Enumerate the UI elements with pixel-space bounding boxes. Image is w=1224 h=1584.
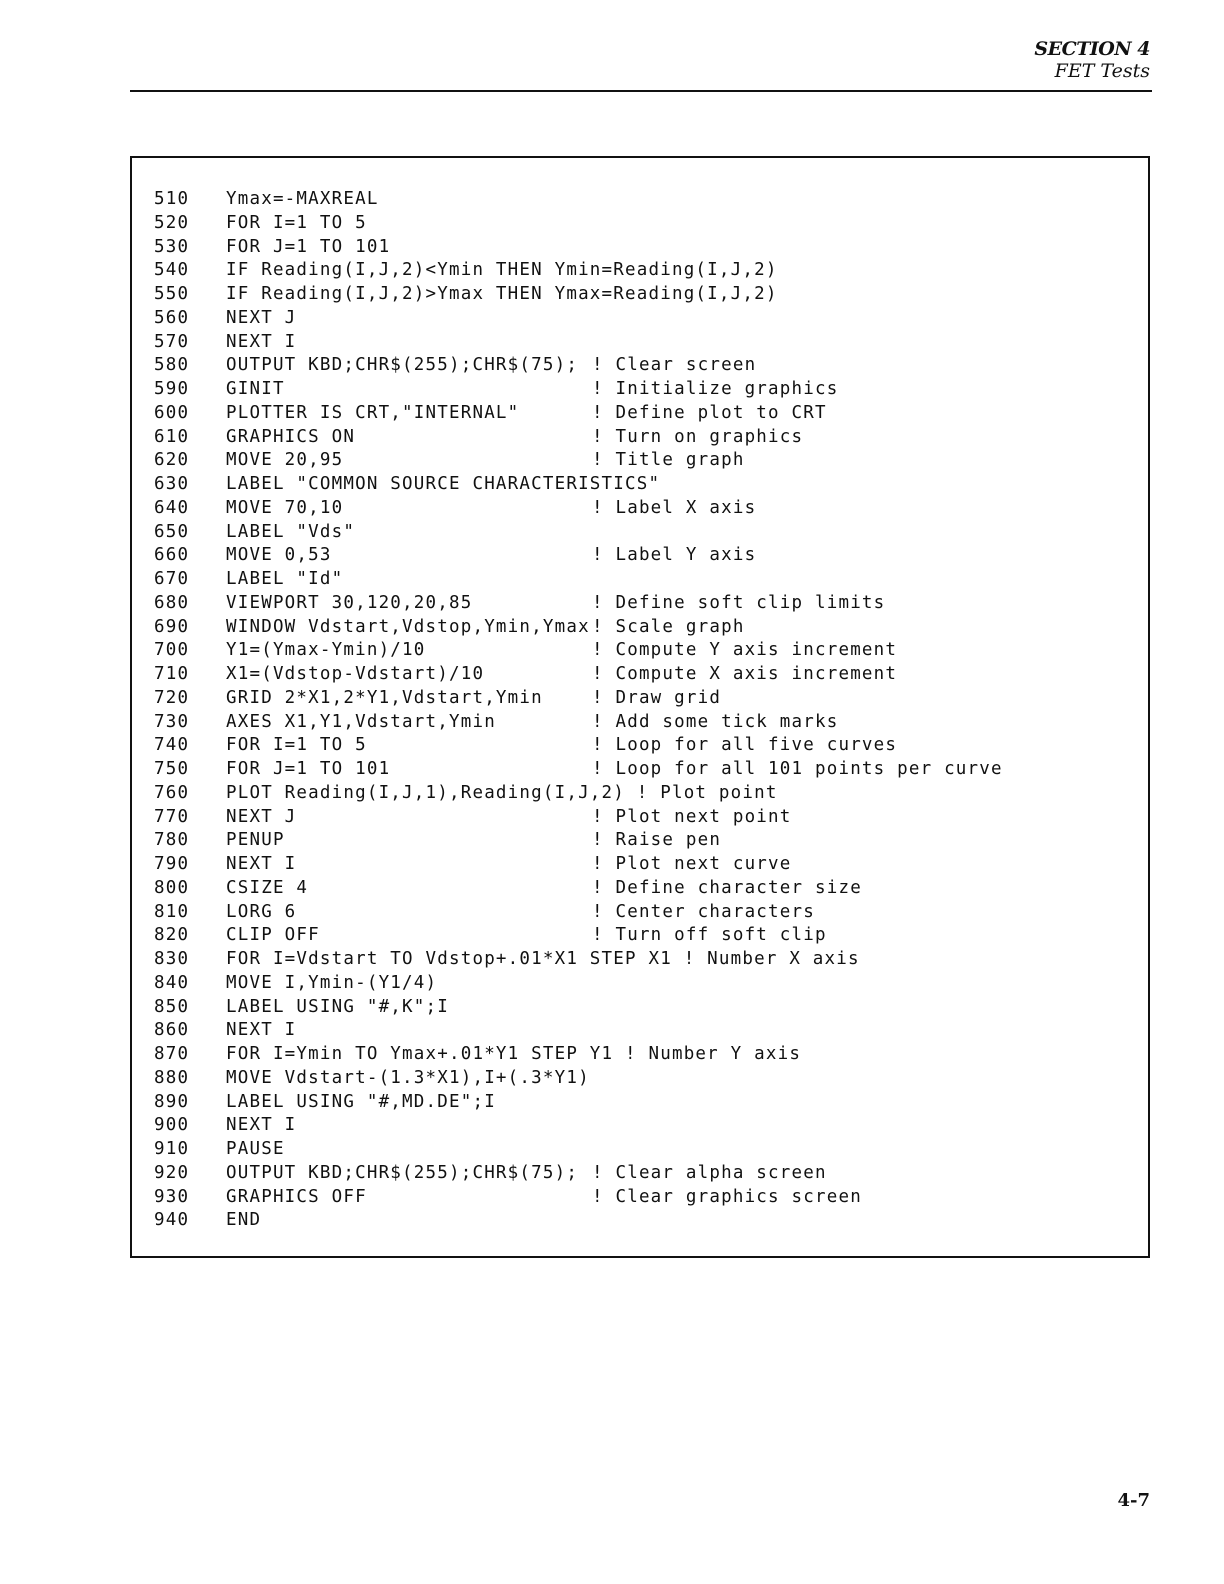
code-statement: FOR I=1 TO 5 — [226, 735, 367, 756]
code-comment: ! Plot next point — [592, 806, 792, 827]
line-number: 520 — [154, 212, 190, 233]
line-number: 800 — [154, 877, 190, 898]
line-number: 610 — [154, 426, 190, 447]
code-statement: X1=(Vdstop-Vdstart)/10 — [226, 664, 485, 684]
line-number: 620 — [154, 450, 190, 471]
code-comment: ! Define plot to CRT — [592, 402, 827, 423]
line-number: 640 — [154, 497, 190, 518]
line-number: 830 — [154, 949, 190, 969]
code-statement: GRID 2*X1,2*Y1,Vdstart,Ymin — [226, 687, 543, 708]
code-statement: NEXT J — [226, 307, 297, 328]
code-statement: MOVE 70,10 — [226, 497, 344, 518]
code-statement: PENUP — [226, 830, 285, 851]
line-number: 510 — [154, 189, 190, 209]
code-statement: NEXT I — [226, 854, 297, 874]
code-statement: CSIZE 4 — [226, 877, 309, 898]
line-number: 550 — [154, 284, 190, 304]
line-number: 630 — [154, 474, 190, 494]
line-number: 650 — [154, 521, 190, 542]
line-number: 690 — [154, 616, 190, 637]
code-statement: FOR I=Vdstart TO Vdstop+.01*X1 STEP X1 ! Number X axis — [226, 949, 860, 969]
line-number: 730 — [154, 711, 190, 732]
line-number: 560 — [154, 307, 190, 328]
code-comment: ! Turn on graphics — [592, 426, 804, 447]
code-comment: ! Draw grid — [592, 687, 722, 708]
code-statement: END — [226, 1210, 262, 1231]
line-number: 660 — [154, 545, 190, 566]
code-statement: Ymax=-MAXREAL — [226, 189, 379, 209]
code-statement: LABEL USING "#,MD.DE";I — [226, 1091, 496, 1112]
line-number: 910 — [154, 1139, 190, 1159]
code-comment: ! Raise pen — [592, 830, 722, 851]
code-comment: ! Title graph — [592, 450, 745, 471]
code-statement: MOVE I,Ymin-(Y1/4) — [226, 972, 438, 993]
code-statement: LORG 6 — [226, 901, 297, 922]
code-statement: CLIP OFF — [226, 925, 320, 946]
code-statement: GRAPHICS OFF — [226, 1186, 367, 1207]
line-number: 880 — [154, 1067, 190, 1088]
code-statement: MOVE Vdstart-(1.3*X1),I+(.3*Y1) — [226, 1067, 590, 1088]
code-listing-box — [130, 156, 1150, 1258]
code-statement: NEXT I — [226, 1115, 297, 1136]
code-statement: LABEL USING "#,K";I — [226, 996, 449, 1017]
line-number: 820 — [154, 925, 190, 946]
code-statement: GRAPHICS ON — [226, 426, 356, 447]
code-statement: PLOTTER IS CRT,"INTERNAL" — [226, 402, 520, 423]
line-number: 790 — [154, 854, 190, 874]
running-header — [1034, 38, 1150, 82]
code-statement: LABEL "Id" — [226, 569, 344, 589]
code-comment: ! Define character size — [592, 877, 862, 898]
code-comment: ! Define soft clip limits — [592, 592, 886, 613]
code-statement: PLOT Reading(I,J,1),Reading(I,J,2) ! Plot point — [226, 782, 778, 803]
code-statement: PAUSE — [226, 1139, 285, 1159]
line-number: 840 — [154, 972, 190, 993]
code-statement: WINDOW Vdstart,Vdstop,Ymin,Ymax — [226, 616, 590, 637]
line-number: 770 — [154, 806, 190, 827]
code-statement: NEXT J — [226, 806, 297, 827]
line-number: 720 — [154, 687, 190, 708]
code-comment: ! Label X axis — [592, 497, 757, 518]
code-statement: NEXT I — [226, 331, 297, 352]
code-statement: FOR J=1 TO 101 — [226, 236, 391, 257]
code-comment: ! Compute X axis increment — [592, 664, 898, 684]
code-statement: VIEWPORT 30,120,20,85 — [226, 592, 473, 613]
line-number: 580 — [154, 355, 190, 376]
code-statement: LABEL "Vds" — [226, 521, 356, 542]
line-number: 860 — [154, 1020, 190, 1041]
code-statement: MOVE 0,53 — [226, 545, 332, 566]
line-number: 890 — [154, 1091, 190, 1112]
line-number: 570 — [154, 331, 190, 352]
line-number: 700 — [154, 640, 190, 661]
code-statement: OUTPUT KBD;CHR$(255);CHR$(75); — [226, 355, 579, 376]
line-number: 750 — [154, 759, 190, 779]
code-comment: ! Label Y axis — [592, 545, 757, 566]
line-number: 600 — [154, 402, 190, 423]
line-number: 930 — [154, 1186, 190, 1207]
line-number: 590 — [154, 379, 190, 399]
line-number: 920 — [154, 1162, 190, 1183]
line-number: 710 — [154, 664, 190, 684]
code-statement: IF Reading(I,J,2)>Ymax THEN Ymax=Reading(I,J,2) — [226, 284, 778, 304]
code-statement: FOR I=Ymin TO Ymax+.01*Y1 STEP Y1 ! Number Y axis — [226, 1044, 802, 1064]
section-label: SECTION 4 — [1034, 38, 1150, 60]
code-statement: GINIT — [226, 379, 285, 399]
code-comment: ! Center characters — [592, 901, 815, 922]
line-number: 780 — [154, 830, 190, 851]
code-comment: ! Clear graphics screen — [592, 1186, 862, 1207]
line-number: 760 — [154, 782, 190, 803]
code-comment: ! Turn off soft clip — [592, 925, 827, 946]
code-comment: ! Scale graph — [592, 616, 745, 637]
line-number: 740 — [154, 735, 190, 756]
code-statement: FOR J=1 TO 101 — [226, 759, 391, 779]
code-comment: ! Plot next curve — [592, 854, 792, 874]
code-statement: NEXT I — [226, 1020, 297, 1041]
line-number: 850 — [154, 996, 190, 1017]
line-number: 680 — [154, 592, 190, 613]
line-number: 900 — [154, 1115, 190, 1136]
code-comment: ! Initialize graphics — [592, 379, 839, 399]
code-comment: ! Clear screen — [592, 355, 757, 376]
code-statement: Y1=(Ymax-Ymin)/10 — [226, 640, 426, 661]
line-number: 940 — [154, 1210, 190, 1231]
code-comment: ! Compute Y axis increment — [592, 640, 898, 661]
code-statement: OUTPUT KBD;CHR$(255);CHR$(75); — [226, 1162, 579, 1183]
code-comment: ! Loop for all five curves — [592, 735, 898, 756]
line-number: 540 — [154, 260, 190, 281]
code-statement: LABEL "COMMON SOURCE CHARACTERISTICS" — [226, 474, 661, 494]
code-statement: FOR I=1 TO 5 — [226, 212, 367, 233]
code-statement: IF Reading(I,J,2)<Ymin THEN Ymin=Reading(I,J,2) — [226, 260, 778, 281]
line-number: 810 — [154, 901, 190, 922]
line-number: 670 — [154, 569, 190, 589]
line-number: 870 — [154, 1044, 190, 1064]
section-subtitle: FET Tests — [1054, 60, 1150, 82]
line-number: 530 — [154, 236, 190, 257]
code-statement: MOVE 20,95 — [226, 450, 344, 471]
code-statement: AXES X1,Y1,Vdstart,Ymin — [226, 711, 496, 732]
code-comment: ! Clear alpha screen — [592, 1162, 827, 1183]
header-rule — [130, 90, 1152, 92]
page-number: 4-7 — [1117, 1490, 1150, 1511]
code-comment: ! Loop for all 101 points per curve — [592, 759, 1003, 779]
code-comment: ! Add some tick marks — [592, 711, 839, 732]
